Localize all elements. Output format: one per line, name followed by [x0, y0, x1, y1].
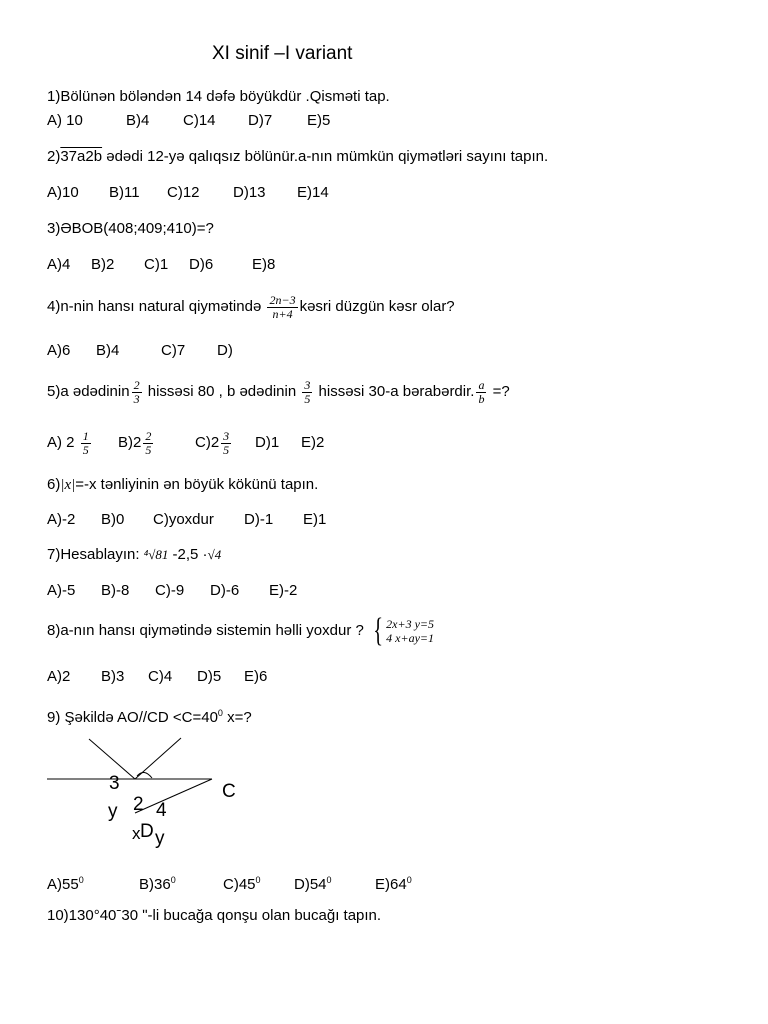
q4-text-after: kəsri düzgün kəsr olar? — [299, 298, 455, 315]
figure-label-d: D — [140, 821, 154, 842]
q7-option-d: D)-6 — [210, 582, 240, 599]
q8-option-a: A)2 — [47, 668, 71, 685]
q2-text: ədədi 12-yə qalıqsız bölünür.a-nın mümkün qiymətləri sayını tapın. — [102, 148, 549, 165]
q8-brace: { — [373, 612, 383, 650]
q8-equation-2: 4 x+ay=1 — [386, 631, 435, 646]
q9-option-a-label: A)55 — [47, 876, 79, 893]
q5-fraction-3-den: b — [478, 391, 485, 406]
q5-text-2: hissəsi 80 , b ədədinin — [143, 383, 301, 400]
q7-fourth-root-81: ⁴√81 — [143, 547, 169, 562]
q5-fraction-1-den: 3 — [133, 391, 140, 406]
q2-option-d: D)13 — [233, 184, 266, 201]
q6-option-c: C)yoxdur — [153, 511, 214, 528]
q8-equation-1: 2x+3 y=5 — [386, 617, 435, 632]
q2-prefix: 2) — [47, 148, 61, 165]
q5-text-3: hissəsi 30-a bərabərdir. — [314, 383, 475, 400]
q1-option-b: B)4 — [126, 112, 150, 129]
q4-fraction-numerator: 2n−3 — [269, 292, 296, 307]
figure-label-2: 2 — [133, 794, 144, 815]
q5-text-4: =? — [488, 383, 510, 400]
q5-fraction-3-num: a — [478, 377, 485, 392]
q7-option-a: A)-5 — [47, 582, 76, 599]
q5-option-c-num: 3 — [223, 428, 230, 443]
q9-option-d — [294, 871, 332, 894]
q3-option-e: E)8 — [252, 256, 276, 273]
q8-option-d: D)5 — [197, 668, 222, 685]
q9-text: 9) Şəkildə AO//CD <C=40 — [47, 709, 218, 726]
q7-option-e: E)-2 — [269, 582, 298, 599]
q9-option-e-degree: 0 — [406, 875, 412, 885]
q4-text-before: 4)n-nin hansı natural qiymətində — [47, 298, 266, 315]
q9-option-b-label: B)36 — [139, 876, 171, 893]
q9-option-c-degree: 0 — [255, 875, 261, 885]
q9-option-a — [47, 871, 84, 894]
q3-option-b: B)2 — [91, 256, 115, 273]
q9-option-b-degree: 0 — [170, 875, 176, 885]
q9-option-e-label: E)64 — [375, 876, 407, 893]
q6-abs-x: |x| — [60, 477, 76, 493]
question-1: 1)Bölünən böləndən 14 dəfə böyükdür .Qisməti tap. — [47, 88, 390, 105]
q1-option-c: C)14 — [183, 112, 216, 129]
page-title: XI sinif –I variant — [212, 43, 353, 64]
q5-option-b-num: 2 — [145, 428, 152, 443]
q9-option-c-label: C)45 — [223, 876, 256, 893]
q9-option-c — [223, 871, 261, 894]
q8-option-c: C)4 — [148, 668, 173, 685]
figure-label-4: 4 — [156, 800, 167, 821]
q9-option-e — [375, 871, 412, 894]
figure-label-y: y — [108, 801, 118, 822]
q9-option-d-label: D)54 — [294, 876, 327, 893]
q4-fraction-denominator: n+4 — [272, 306, 293, 321]
q7-text: 7)Hesablayın: — [47, 546, 144, 563]
q6-prefix: 6) — [47, 476, 61, 493]
q3-option-c: C)1 — [144, 256, 169, 273]
figure-label-x: x — [132, 824, 141, 843]
q7-sqrt-4: √4 — [207, 547, 222, 562]
q6-option-b: B)0 — [101, 511, 125, 528]
q2-option-e: E)14 — [297, 184, 329, 201]
q2-option-c: C)12 — [167, 184, 200, 201]
q5-option-e: E)2 — [301, 434, 325, 451]
q8-option-b: B)3 — [101, 668, 125, 685]
q5-option-b-den: 5 — [145, 442, 152, 457]
q7-option-b: B)-8 — [101, 582, 130, 599]
q5-option-a-label: A) 2 — [47, 434, 75, 451]
q1-option-a: A) 10 — [47, 112, 83, 129]
q5-text-1: 5)a ədədinin — [47, 383, 130, 400]
q7-option-c: C)-9 — [155, 582, 185, 599]
q5-option-c-label: C)2 — [195, 434, 220, 451]
question-3: 3)ƏBOB(408;409;410)=? — [47, 220, 214, 237]
q6-text: =-x tənliyinin ən böyük kökünü tapın. — [75, 476, 319, 493]
q6-option-a: A)-2 — [47, 511, 76, 528]
q9-option-a-degree: 0 — [78, 875, 84, 885]
q4-option-b: B)4 — [96, 342, 120, 359]
q5-option-b-label: B)2 — [118, 434, 142, 451]
q3-option-a: A)4 — [47, 256, 71, 273]
q9-option-b — [139, 871, 176, 894]
q9-degree: 0 — [217, 708, 223, 718]
q2-option-a: A)10 — [47, 184, 79, 201]
figure-label-3: 3 — [109, 773, 120, 794]
q2-option-b: B)11 — [109, 184, 140, 201]
line-cd — [135, 779, 212, 813]
q6-option-d: D)-1 — [244, 511, 274, 528]
q7-middle: -2,5 · — [168, 546, 208, 563]
question-10: 10)130°40ˉ30 ʺ-li bucağa qonşu olan bucağı tapın. — [47, 907, 382, 924]
figure-label-y-2: y — [155, 828, 165, 849]
q9-option-d-degree: 0 — [326, 875, 332, 885]
q5-fraction-2-num: 3 — [304, 377, 311, 392]
q5-fraction-2-den: 5 — [304, 391, 311, 406]
q3-option-d: D)6 — [189, 256, 214, 273]
q9-text-2: x=? — [222, 709, 252, 726]
q8-text: 8)a-nın hansı qiymətində sistemin həlli yoxdur ? — [47, 622, 364, 639]
q5-option-c-den: 5 — [223, 442, 230, 457]
q5-fraction-1-num: 2 — [133, 377, 140, 392]
q5-option-a-num: 1 — [82, 428, 89, 443]
q5-option-d: D)1 — [255, 434, 280, 451]
q1-option-e: E)5 — [307, 112, 331, 129]
q5-option-a-den: 5 — [82, 442, 89, 457]
figure-label-c: C — [222, 781, 236, 802]
q1-option-d: D)7 — [248, 112, 273, 129]
q8-option-e: E)6 — [244, 668, 268, 685]
q4-option-d: D) — [217, 342, 233, 359]
q4-option-a: A)6 — [47, 342, 71, 359]
q2-number: 37a2b — [60, 148, 103, 165]
q4-option-c: C)7 — [161, 342, 186, 359]
q6-option-e: E)1 — [303, 511, 327, 528]
